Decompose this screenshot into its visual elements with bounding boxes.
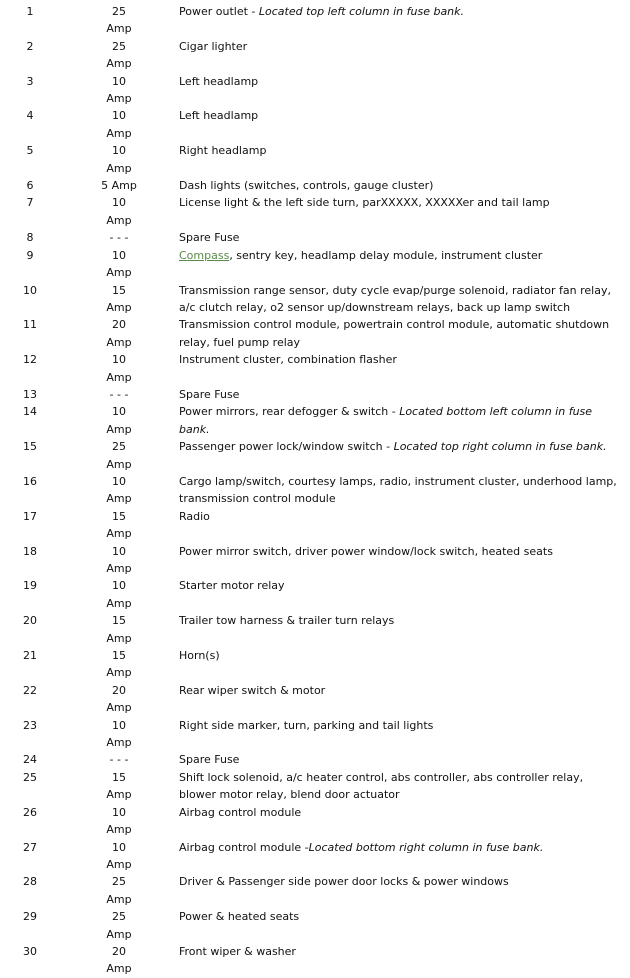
fuse-row [0,142,630,177]
fuse-amperage: 20 Amp [106,318,132,349]
fuse-number: 12 [23,353,37,367]
fuse-number: 22 [23,683,37,697]
fuse-amperage: 25 Amp [106,910,132,941]
fuse-number: 6 [26,179,34,193]
fuse-row [0,386,630,403]
location-note: bank. [179,422,210,436]
fuse-row [0,194,630,229]
fuse-number: 17 [23,509,37,523]
fuse-amperage: 10 Amp [106,196,132,227]
fuse-description [174,804,630,839]
fuse-description [174,438,630,473]
fuse-number: 3 [26,74,34,88]
fuse-description [174,316,630,351]
fuse-description [174,73,630,108]
description-text: Left headlamp [179,109,259,123]
fuse-amperage: 10 Amp [106,718,132,750]
fuse-description [174,351,630,386]
description-text: Starter motor relay [179,579,285,593]
fuse-number: 13 [23,387,37,401]
description-text: transmission control module [179,492,336,506]
description-text: Spare Fuse [179,231,240,245]
fuse-row [0,177,630,194]
fuse-row [0,804,630,839]
fuse-description [174,943,630,978]
fuse-number: 10 [23,283,37,297]
description-text: Dash lights (switches, controls, gauge cluster) [179,179,434,193]
description-text: Driver & Passenger side power door locks & power windows [179,875,509,889]
fuse-description [174,612,630,647]
fuse-row [0,839,630,874]
fuse-row [0,73,630,108]
compass-link[interactable]: Compass [179,248,230,262]
fuse-description [174,142,630,177]
description-text: Spare Fuse [179,387,240,401]
description-text: Airbag control module [179,805,302,819]
fuse-number: 24 [23,753,37,767]
fuse-amperage: 10 Amp [106,353,132,384]
description-text: a/c clutch relay, o2 sensor up/downstream relays, back up lamp switch [179,300,571,314]
location-note: Located top right column in fuse bank. [393,440,607,454]
fuse-description [174,0,630,38]
fuse-row [0,577,630,612]
fuse-amperage: 25 Amp [106,5,132,36]
description-text: , sentry key, headlamp delay module, instrument cluster [229,248,543,262]
fuse-amperage: 25 Amp [106,875,132,906]
fuse-amperage: - - - [109,753,129,767]
fuse-row [0,438,630,473]
fuse-number: 29 [23,910,37,924]
description-text: Right headlamp [179,144,267,158]
fuse-row [0,717,630,752]
fuse-description [174,282,630,317]
fuse-number: 9 [26,248,34,262]
description-text: Right side marker, turn, parking and tail lights [179,718,434,732]
fuse-amperage: 15 Amp [106,649,132,680]
fuse-number: 21 [23,649,37,663]
description-text: Instrument cluster, combination flasher [179,353,397,367]
fuse-number: 23 [23,718,37,732]
description-text: Power mirrors, rear defogger & switch - [179,405,400,419]
fuse-description [174,107,630,142]
location-note: Located top left column in fuse bank. [258,5,465,18]
description-text: Power outlet - [179,5,259,18]
description-text: Trailer tow harness & trailer turn relays [179,614,395,628]
description-text: Radio [179,509,210,523]
description-text: blower motor relay, blend door actuator [179,788,400,802]
fuse-row [0,751,630,768]
description-text: Cigar lighter [179,39,248,53]
fuse-number: 25 [23,770,37,784]
fuse-row [0,612,630,647]
fuse-description [174,177,630,194]
fuse-description [174,508,630,543]
fuse-number: 27 [23,840,37,854]
fuse-number: 19 [23,579,37,593]
fuse-amperage: 25 Amp [106,440,132,471]
fuse-amperage: 5 Amp [101,179,137,193]
fuse-description [174,647,630,682]
fuse-amperage: 10 Amp [106,805,132,837]
fuse-row [0,403,630,438]
fuse-amperage: 20 Amp [106,944,132,976]
fuse-row [0,769,630,804]
fuse-amperage: 10 Amp [106,109,132,140]
fuse-number: 20 [23,614,37,628]
fuse-description [174,717,630,752]
fuse-row [0,873,630,908]
fuse-number: 1 [26,5,34,18]
location-note: Located bottom right column in fuse bank. [308,840,544,854]
location-note: Located bottom left column in fuse [399,405,593,419]
fuse-description [174,682,630,717]
fuse-number: 8 [26,231,34,245]
fuse-number: 14 [23,405,37,419]
fuse-amperage: 10 Amp [106,405,132,436]
fuse-amperage: 10 Amp [106,248,132,280]
fuse-description [174,577,630,612]
fuse-amperage: 15 Amp [106,770,132,802]
fuse-number: 7 [26,196,34,210]
fuse-number: 18 [23,544,37,558]
fuse-amperage: 10 Amp [106,579,132,610]
fuse-amperage: 15 Amp [106,509,132,541]
fuse-amperage: 10 Amp [106,74,132,106]
fuse-row [0,508,630,543]
description-text: Passenger power lock/window switch - [179,440,394,454]
fuse-number: 5 [26,144,34,158]
fuse-number: 30 [23,944,37,958]
description-text: Spare Fuse [179,753,240,767]
fuse-amperage: - - - [109,231,129,245]
description-text: Left headlamp [179,74,259,88]
fuse-row [0,351,630,386]
fuse-number: 15 [23,440,37,454]
fuse-description [174,229,630,246]
description-text: Transmission range sensor, duty cycle evap/purge solenoid, radiator fan relay, [179,283,611,297]
fuse-row [0,316,630,351]
fuse-description [174,543,630,578]
fuse-number: 2 [26,39,34,53]
fuse-description [174,38,630,73]
fuse-row [0,229,630,246]
description-text: Rear wiper switch & motor [179,683,326,697]
description-text: Power mirror switch, driver power window/lock switch, heated seats [179,544,553,558]
fuse-description [174,839,630,874]
fuse-amperage: 20 Amp [106,683,132,715]
fuse-amperage: 10 Amp [106,544,132,575]
fuse-description [174,247,630,282]
fuse-row [0,543,630,578]
fuse-amperage: 25 Amp [106,39,132,71]
fuse-number: 11 [23,318,37,332]
description-text: Power & heated seats [179,910,300,924]
fuse-number: 4 [26,109,34,123]
description-text: Transmission control module, powertrain control module, automatic shutdown [179,318,610,332]
fuse-row [0,682,630,717]
fuse-description [174,403,630,438]
fuse-row [0,647,630,682]
fuse-description [174,751,630,768]
fuse-description [174,769,630,804]
fuse-row [0,908,630,943]
fuse-row [0,38,630,73]
description-text: Horn(s) [179,649,220,663]
fuse-amperage: 10 Amp [106,474,132,506]
fuse-row [0,282,630,317]
fuse-amperage: 15 Amp [106,283,132,314]
fuse-row [0,473,630,508]
fuse-amperage: 10 Amp [106,840,132,871]
fuse-description [174,473,630,508]
description-text: Cargo lamp/switch, courtesy lamps, radio, instrument cluster, underhood lamp, [179,474,617,488]
description-text: relay, fuel pump relay [179,335,301,349]
fuse-number: 28 [23,875,37,889]
fuse-row [0,247,630,282]
description-text: Airbag control module - [179,840,309,854]
description-text: Shift lock solenoid, a/c heater control, abs controller, abs controller relay, [179,770,584,784]
fuse-amperage: - - - [109,387,129,401]
fuse-number: 26 [23,805,37,819]
fuse-number: 16 [23,474,37,488]
fuse-description [174,386,630,403]
fuse-description [174,194,630,229]
fuse-description [174,908,630,943]
fuse-row [0,943,630,978]
description-text: License light & the left side turn, parXXXXX, XXXXXer and tail lamp [179,196,550,210]
fuse-amperage: 10 Amp [106,144,132,175]
fuse-amperage: 15 Amp [106,614,132,645]
fuse-description [174,873,630,908]
fuse-row [0,0,630,38]
description-text: Front wiper & washer [179,944,296,958]
fuse-row [0,107,630,142]
